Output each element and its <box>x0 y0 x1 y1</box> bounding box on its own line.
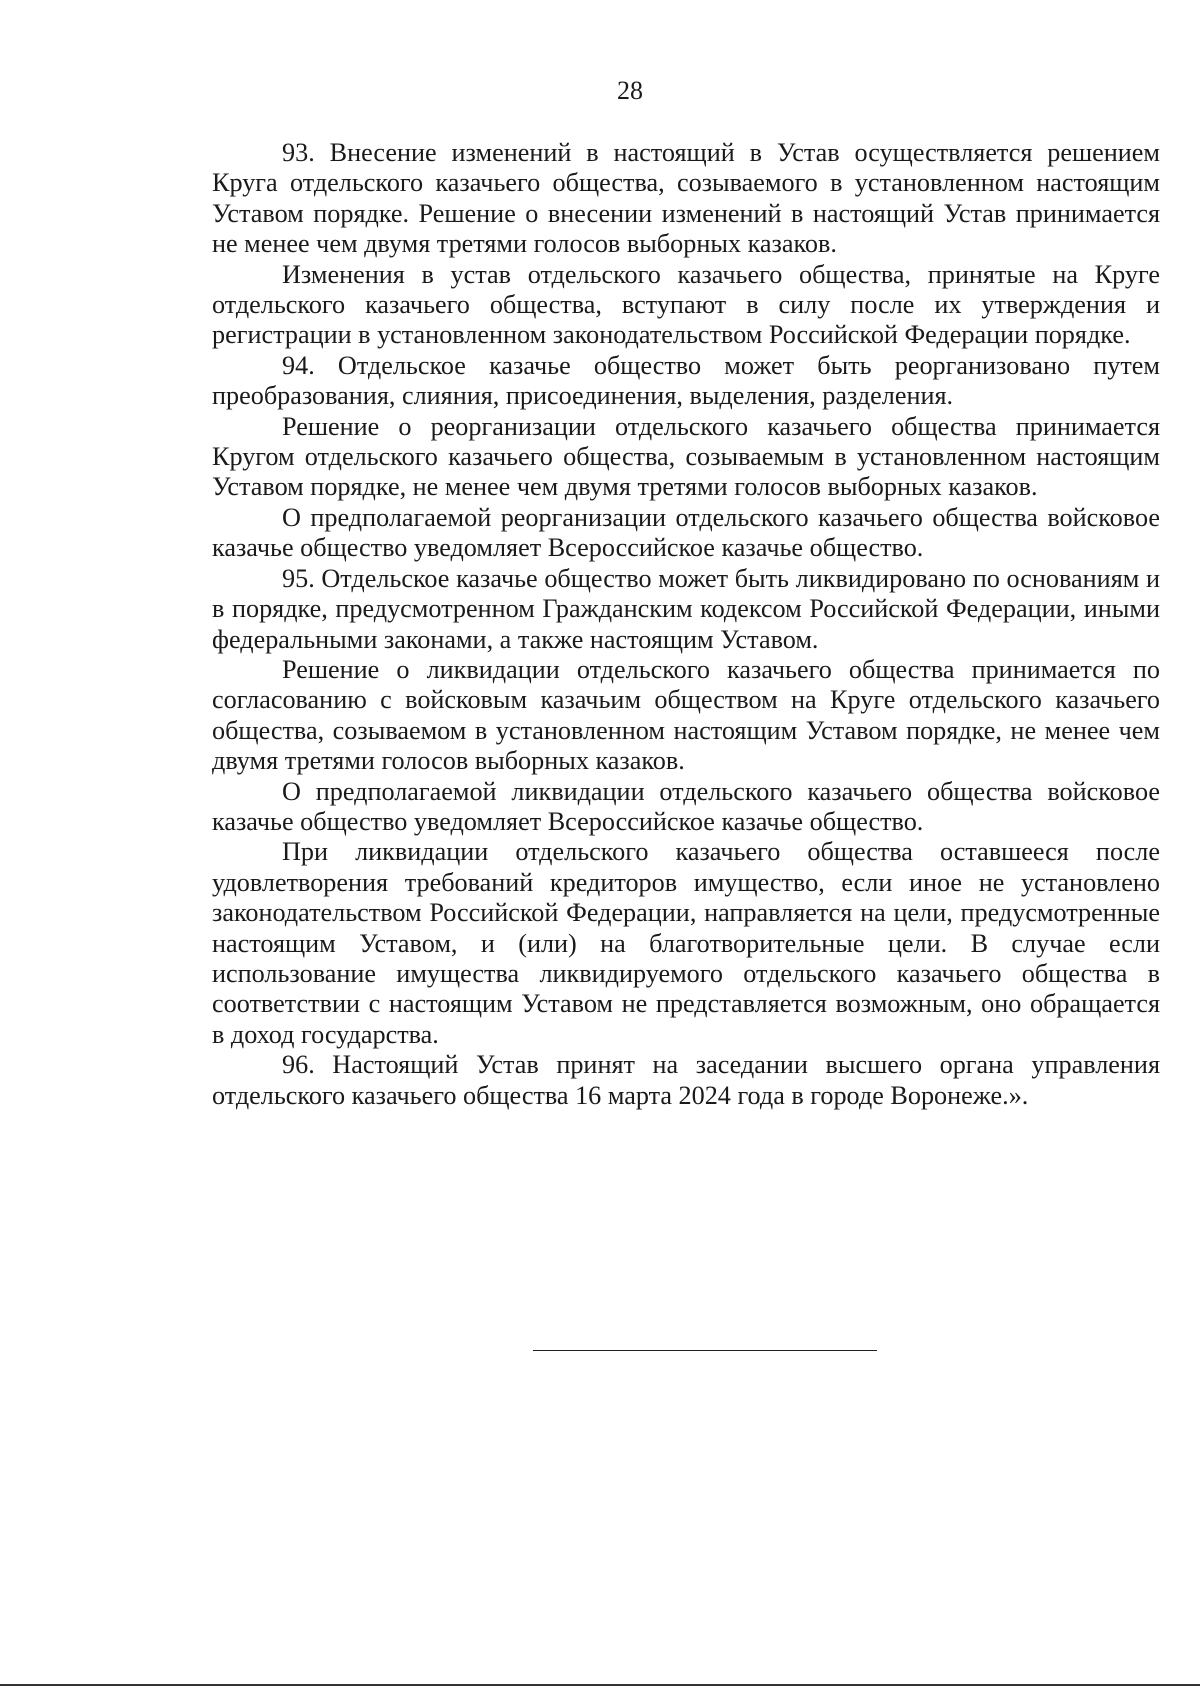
paragraph-93-amendments: 93. Внесение изменений в настоящий в Устав осуществляется решением Круга отдельского казачьего общества, созываемого в установленном настоящим Уставом порядке. Решение о внесении изменений в настоящий Устав принимается не менее чем двумя третями голосов выборных казаков. <box>212 138 1160 259</box>
paragraph-liquidation-notice: О предполагаемой ликвидации отдельского казачьего общества войсковое казачье общество уведомляет Всероссийское казачье общество. <box>212 776 1160 836</box>
paragraph-amendments-effect: Изменения в устав отдельского казачьего общества, принятые на Круге отдельского казачьего общества, вступают в силу после их утверждения и регистрации в установленном законодательством Российской Федерации порядке. <box>212 259 1160 350</box>
paragraph-reorganization-decision: Решение о реорганизации отдельского казачьего общества принимается Кругом отдельского казачьего общества, созываемым в установленном настоящим Уставом порядке, не менее чем двумя третями голосов выборных казаков. <box>212 411 1160 502</box>
paragraph-liquidation-property: При ликвидации отдельского казачьего общества оставшееся после удовлетворения требований кредиторов имущество, если иное не установлено законодательством Российской Федерации, направляется на цели, предусмотренные настоящим Уставом, и (или) на благотворительные цели. В случае если использование имущества ликвидируемого отдельского казачьего общества в соответствии с настоящим Уставом не представляется возможным, оно обращается в доход государства. <box>212 837 1160 1049</box>
paragraph-liquidation-decision: Решение о ликвидации отдельского казачьего общества принимается по согласованию с войсковым казачьим обществом на Круге отдельского казачьего общества, созываемом в установленном настоящим Уставом порядке, не менее чем двумя третями голосов выборных казаков. <box>212 654 1160 776</box>
scan-bottom-edge-line <box>0 1684 1200 1686</box>
paragraph-94-reorganization: 94. Отдельское казачье общество может быть реорганизовано путем преобразования, слияния, присоединения, выделения, разделения. <box>212 350 1160 411</box>
paragraph-95-liquidation: 95. Отдельское казачье общество может быть ликвидировано по основаниям и в порядке, предусмотренном Гражданским кодексом Российской Федерации, иными федеральными законами, а также настоящим Уставом. <box>212 563 1160 654</box>
document-body <box>212 138 1160 1111</box>
paragraph-96-adoption: 96. Настоящий Устав принят на заседании высшего органа управления отдельского казачьего общества 16 марта 2024 года в городе Воронеже.». <box>212 1050 1160 1110</box>
paragraph-reorganization-notice: О предполагаемой реорганизации отдельского казачьего общества войсковое казачье общество уведомляет Всероссийское казачье общество. <box>212 502 1160 563</box>
page-number: 28 <box>617 76 643 105</box>
end-of-document-rule <box>533 1350 877 1351</box>
